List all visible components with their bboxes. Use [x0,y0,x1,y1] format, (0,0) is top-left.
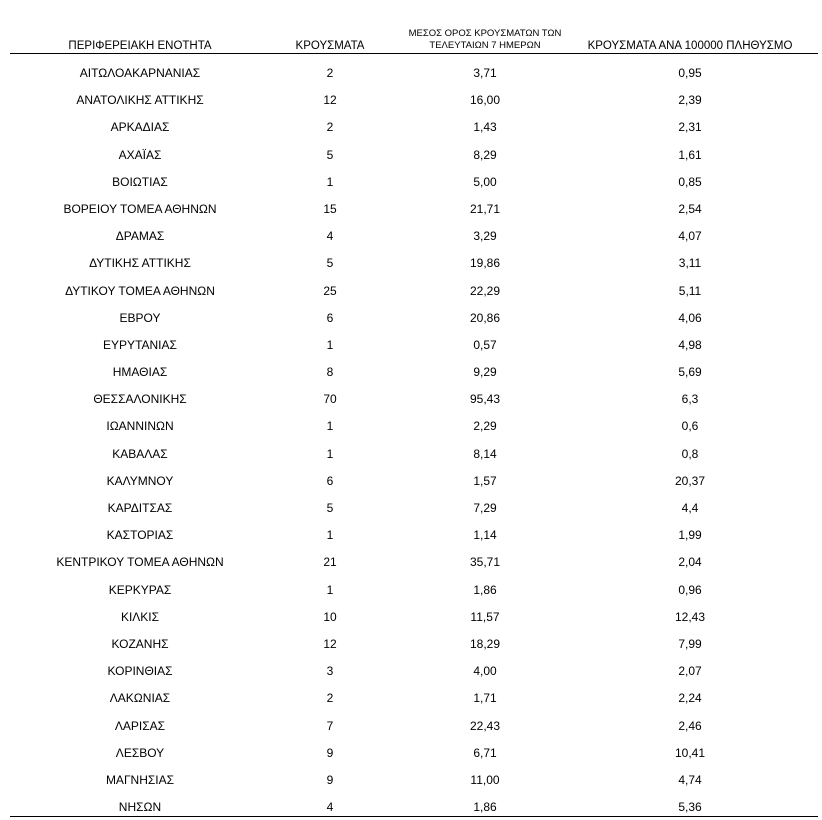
table-row [0,440,822,467]
avg7-cell: 11,57 [470,609,500,624]
per100k-cell: 4,98 [678,337,702,352]
region-cell: ΚΕΝΤΡΙΚΟΥ ΤΟΜΕΑ ΑΘΗΝΩΝ [56,555,224,570]
cases-cell: 15 [323,201,337,216]
avg7-cell: 8,14 [473,446,497,461]
table-row [0,304,822,331]
avg7-cell: 16,00 [469,93,501,108]
region-cell: ΚΕΡΚΥΡΑΣ [108,582,172,597]
table-row [0,277,822,304]
table-row [0,766,822,793]
avg7-cell: 35,71 [469,555,501,570]
table-body [0,59,822,820]
region-cell: ΒΟΡΕΙΟΥ ΤΟΜΕΑ ΑΘΗΝΩΝ [63,201,217,216]
per100k-cell: 5,11 [678,283,702,298]
region-cell: ΕΒΡΟΥ [119,310,161,325]
table-row [0,141,822,168]
avg7-cell: 5,00 [473,174,497,189]
table-row [0,684,822,711]
table-row [0,630,822,657]
region-cell: ΚΟΡΙΝΘΙΑΣ [107,664,173,679]
avg7-cell: 0,57 [473,337,497,352]
region-cell: ΒΟΙΩΤΙΑΣ [112,174,168,189]
avg7-cell: 2,29 [473,419,497,434]
header-region: ΠΕΡΙΦΕΡΕΙΑΚΗ ΕΝΟΤΗΤΑ [68,40,212,52]
table-row [0,657,822,684]
per100k-cell: 0,95 [678,66,702,80]
region-cell: ΚΙΛΚΙΣ [120,609,160,624]
region-cell: ΔΥΤΙΚΗΣ ΑΤΤΙΚΗΣ [89,256,191,271]
cases-cell: 6 [326,473,334,488]
cases-cell: 9 [326,772,334,787]
cases-cell: 4 [326,229,334,244]
region-cell: ΚΑΒΑΛΑΣ [112,446,168,461]
per100k-cell: 2,31 [678,120,702,135]
region-cell: ΜΑΓΝΗΣΙΑΣ [105,772,175,787]
per100k-cell: 4,06 [678,310,702,325]
avg7-cell: 11,00 [470,772,500,787]
table-row [0,331,822,358]
region-cell: ΚΑΣΤΟΡΙΑΣ [106,528,174,543]
per100k-cell: 3,11 [678,256,702,271]
table-row [0,113,822,140]
per100k-cell: 0,6 [681,419,699,434]
table-row [0,59,822,86]
cases-cell: 1 [326,174,334,189]
cases-cell: 1 [326,337,334,352]
per100k-cell: 0,8 [681,446,699,461]
table-row [0,521,822,548]
avg7-cell: 8,29 [473,147,497,162]
avg7-cell: 1,14 [473,528,497,543]
cases-cell: 2 [326,66,334,80]
cases-cell: 10 [323,609,337,624]
header-cases: ΚΡΟΥΣΜΑΤΑ [295,40,365,52]
per100k-cell: 2,46 [678,718,702,733]
per100k-cell: 7,99 [678,636,702,651]
avg7-cell: 3,29 [473,229,497,244]
per100k-cell: 12,43 [674,609,706,624]
region-cell: ΑΧΑΪΑΣ [118,147,162,162]
avg7-cell: 21,71 [469,201,501,216]
cases-cell: 2 [326,691,334,706]
cases-cell: 1 [326,446,334,461]
cases-cell: 6 [326,310,334,325]
avg7-cell: 1,86 [473,800,497,815]
per100k-cell: 5,69 [678,365,702,380]
avg7-cell: 1,71 [473,691,497,706]
cases-cell: 7 [326,718,334,733]
region-cell: ΘΕΣΣΑΛΟΝΙΚΗΣ [93,392,187,407]
per100k-cell: 0,96 [678,582,702,597]
region-cell: ΙΩΑΝΝΙΝΩΝ [106,419,174,434]
region-cell: ΛΑΡΙΣΑΣ [114,718,166,733]
per100k-cell: 4,07 [678,229,702,244]
avg7-cell: 3,71 [473,66,497,80]
per100k-cell: 1,99 [678,528,702,543]
footer-divider [10,816,818,817]
cases-cell: 4 [326,800,334,815]
table-row [0,603,822,630]
region-cell: ΛΑΚΩΝΙΑΣ [109,691,171,706]
per100k-cell: 0,85 [678,174,702,189]
cases-cell: 1 [326,582,334,597]
per100k-cell: 6,3 [681,392,699,407]
avg7-cell: 18,29 [469,636,501,651]
avg7-cell: 22,29 [469,283,501,298]
header-divider [10,53,818,54]
cases-cell: 5 [326,256,334,271]
region-cell: ΔΥΤΙΚΟΥ ΤΟΜΕΑ ΑΘΗΝΩΝ [65,283,215,298]
region-cell: ΑΝΑΤΟΛΙΚΗΣ ΑΤΤΙΚΗΣ [76,93,204,108]
table-row [0,222,822,249]
region-cell: ΝΗΣΩΝ [118,800,162,815]
table-row [0,467,822,494]
table-row [0,712,822,739]
cases-cell: 5 [326,147,334,162]
region-cell: ΑΙΤΩΛΟΑΚΑΡΝΑΝΙΑΣ [79,66,201,80]
table-row [0,249,822,276]
cases-cell: 25 [323,283,337,298]
per100k-cell: 2,24 [678,691,702,706]
cases-cell: 1 [326,528,334,543]
per100k-cell: 20,37 [674,473,706,488]
header-avg7-line1: ΜΕΣΟΣ ΟΡΟΣ ΚΡΟΥΣΜΑΤΩΝ ΤΩΝ [408,28,562,39]
per100k-cell: 10,41 [674,745,706,760]
cases-cell: 12 [323,636,337,651]
region-cell: ΕΥΡΥΤΑΝΙΑΣ [103,337,177,352]
avg7-cell: 7,29 [473,501,497,515]
avg7-cell: 95,43 [469,392,501,407]
region-cell: ΔΡΑΜΑΣ [115,229,165,244]
table-row [0,195,822,222]
per100k-cell: 2,39 [678,93,702,108]
cases-cell: 70 [323,392,337,407]
per100k-cell: 4,4 [681,501,699,515]
avg7-cell: 1,57 [473,473,497,488]
avg7-cell: 1,43 [473,120,497,135]
cases-cell: 12 [323,93,337,108]
header-per100k: ΚΡΟΥΣΜΑΤΑ ΑΝΑ 100000 ΠΛΗΘΥΣΜΟ [587,40,793,52]
per100k-cell: 5,36 [678,800,702,815]
table-row [0,412,822,439]
cases-cell: 8 [326,365,334,380]
region-cell: ΛΕΣΒΟΥ [115,745,165,760]
header-avg7 [400,28,570,52]
region-cell: ΗΜΑΘΙΑΣ [112,365,168,380]
avg7-cell: 22,43 [469,718,501,733]
cases-cell: 2 [326,120,334,135]
region-cell: ΚΟΖΑΝΗΣ [111,636,169,651]
region-cell: ΚΑΡΔΙΤΣΑΣ [107,501,173,515]
per100k-cell: 2,07 [678,664,702,679]
table-row [0,385,822,412]
table-row [0,739,822,766]
table-row [0,548,822,575]
avg7-cell: 4,00 [473,664,497,679]
cases-cell: 5 [326,501,334,515]
cases-cell: 21 [323,555,337,570]
per100k-cell: 2,04 [678,555,702,570]
per100k-cell: 1,61 [678,147,702,162]
table-row [0,358,822,385]
cases-cell: 1 [326,419,334,434]
per100k-cell: 2,54 [678,201,702,216]
cases-cell: 9 [326,745,334,760]
avg7-cell: 1,86 [473,582,497,597]
table-row [0,576,822,603]
avg7-cell: 9,29 [473,365,497,380]
table-header [0,0,822,56]
cases-cell: 3 [326,664,334,679]
avg7-cell: 20,86 [469,310,501,325]
region-cell: ΚΑΛΥΜΝΟΥ [106,473,174,488]
avg7-cell: 19,86 [469,256,501,271]
table-row [0,86,822,113]
table-row [0,494,822,521]
region-cell: ΑΡΚΑΔΙΑΣ [110,120,170,135]
per100k-cell: 4,74 [678,772,702,787]
table-row [0,168,822,195]
header-avg7-line2: ΤΕΛΕΥΤΑΙΩΝ 7 ΗΜΕΡΩΝ [429,40,541,51]
avg7-cell: 6,71 [473,745,497,760]
